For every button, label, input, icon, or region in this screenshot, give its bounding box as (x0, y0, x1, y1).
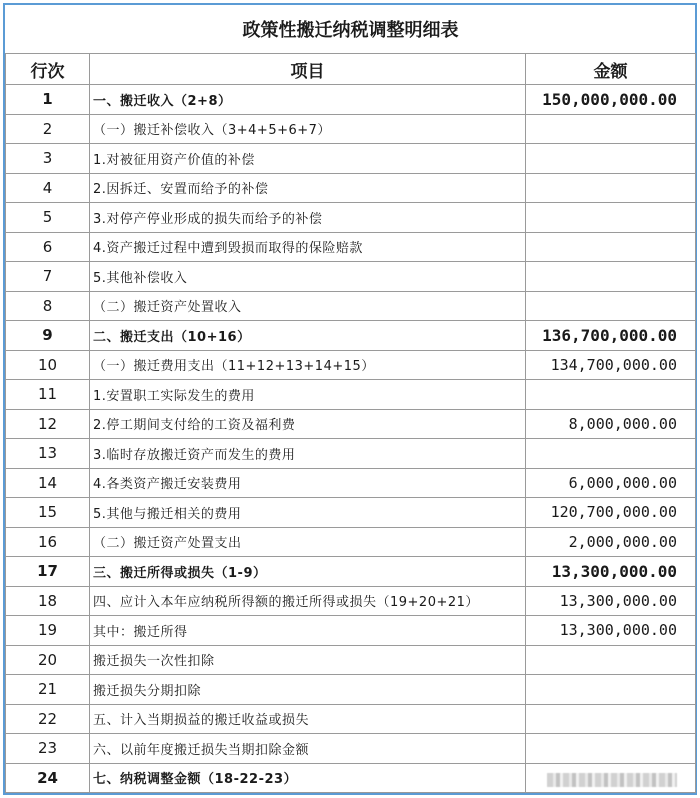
row-number-cell: 4 (6, 173, 90, 203)
header-row (6, 54, 696, 85)
header-amount: 金额 (526, 54, 696, 85)
table-row (6, 380, 696, 410)
item-cell: 2.因拆迁、安置而给予的补偿 (90, 173, 526, 203)
row-number-cell: 11 (6, 380, 90, 410)
amount-cell (526, 675, 696, 705)
table-row (6, 114, 696, 144)
table-row (6, 85, 696, 115)
row-number-cell: 8 (6, 291, 90, 321)
amount-cell (526, 645, 696, 675)
table-row (6, 350, 696, 380)
amount-cell: 120,700,000.00 (526, 498, 696, 528)
table-row (6, 616, 696, 646)
item-cell: 5.其他补偿收入 (90, 262, 526, 292)
amount-cell (526, 232, 696, 262)
amount-cell: 6,000,000.00 (526, 468, 696, 498)
table-row (6, 586, 696, 616)
row-number-cell: 19 (6, 616, 90, 646)
amount-cell: 13,300,000.00 (526, 616, 696, 646)
item-cell: 其中：搬迁所得 (90, 616, 526, 646)
item-cell: 4.资产搬迁过程中遭到毁损而取得的保险赔款 (90, 232, 526, 262)
item-cell: （二）搬迁资产处置支出 (90, 527, 526, 557)
row-number-cell: 7 (6, 262, 90, 292)
row-number-cell: 3 (6, 144, 90, 174)
table-row (6, 321, 696, 351)
amount-cell (526, 704, 696, 734)
table-row (6, 557, 696, 587)
amount-cell (526, 262, 696, 292)
amount-cell: 2,000,000.00 (526, 527, 696, 557)
row-number-cell: 1 (6, 85, 90, 115)
row-number-cell: 24 (6, 763, 90, 793)
row-number-cell: 15 (6, 498, 90, 528)
amount-cell (526, 380, 696, 410)
item-cell: （二）搬迁资产处置收入 (90, 291, 526, 321)
item-cell: 1.对被征用资产价值的补偿 (90, 144, 526, 174)
item-cell: 1.安置职工实际发生的费用 (90, 380, 526, 410)
row-number-cell: 16 (6, 527, 90, 557)
row-number-cell: 21 (6, 675, 90, 705)
amount-cell (526, 734, 696, 764)
row-number-cell: 20 (6, 645, 90, 675)
table-title: 政策性搬迁纳税调整明细表 (6, 5, 696, 54)
item-cell: 四、应计入本年应纳税所得额的搬迁所得或损失（19+20+21） (90, 586, 526, 616)
table-row (6, 645, 696, 675)
item-cell: 五、计入当期损益的搬迁收益或损失 (90, 704, 526, 734)
row-number-cell: 10 (6, 350, 90, 380)
row-number-cell: 2 (6, 114, 90, 144)
amount-cell: 13,300,000.00 (526, 586, 696, 616)
amount-cell: 13,300,000.00 (526, 557, 696, 587)
row-number-cell: 18 (6, 586, 90, 616)
table-row (6, 144, 696, 174)
item-cell: 3.临时存放搬迁资产而发生的费用 (90, 439, 526, 469)
amount-cell: 134,700,000.00 (526, 350, 696, 380)
table-row (6, 734, 696, 764)
amount-cell (526, 144, 696, 174)
table-row (6, 527, 696, 557)
row-number-cell: 5 (6, 203, 90, 233)
item-cell: 5.其他与搬迁相关的费用 (90, 498, 526, 528)
watermark-blur (547, 773, 677, 787)
row-number-cell: 17 (6, 557, 90, 587)
table-row (6, 262, 696, 292)
item-cell: （一）搬迁补偿收入（3+4+5+6+7） (90, 114, 526, 144)
row-number-cell: 12 (6, 409, 90, 439)
item-cell: 4.各类资产搬迁安装费用 (90, 468, 526, 498)
amount-cell (526, 173, 696, 203)
amount-cell: 8,000,000.00 (526, 409, 696, 439)
item-cell: 一、搬迁收入（2+8） (90, 85, 526, 115)
title-row (6, 5, 696, 54)
table-row (6, 468, 696, 498)
item-cell: 三、搬迁所得或损失（1-9） (90, 557, 526, 587)
amount-cell: 150,000,000.00 (526, 85, 696, 115)
item-cell: 3.对停产停业形成的损失而给予的补偿 (90, 203, 526, 233)
table-row (6, 498, 696, 528)
table-row (6, 675, 696, 705)
table-row (6, 203, 696, 233)
document-sheet (3, 3, 697, 795)
row-number-cell: 9 (6, 321, 90, 351)
amount-cell (526, 291, 696, 321)
table-row (6, 291, 696, 321)
row-number-cell: 6 (6, 232, 90, 262)
table-row (6, 704, 696, 734)
table-row (6, 232, 696, 262)
row-number-cell: 22 (6, 704, 90, 734)
item-cell: 搬迁损失一次性扣除 (90, 645, 526, 675)
item-cell: 七、纳税调整金额（18-22-23） (90, 763, 526, 793)
item-cell: 搬迁损失分期扣除 (90, 675, 526, 705)
item-cell: 二、搬迁支出（10+16） (90, 321, 526, 351)
amount-cell: 136,700,000.00 (526, 321, 696, 351)
header-item: 项目 (90, 54, 526, 85)
row-number-cell: 23 (6, 734, 90, 764)
tax-adjustment-table (5, 5, 696, 793)
table-row (6, 409, 696, 439)
table-row (6, 173, 696, 203)
amount-cell (526, 114, 696, 144)
table-row (6, 439, 696, 469)
header-row-number: 行次 (6, 54, 90, 85)
amount-cell (526, 439, 696, 469)
row-number-cell: 13 (6, 439, 90, 469)
item-cell: （一）搬迁费用支出（11+12+13+14+15） (90, 350, 526, 380)
item-cell: 2.停工期间支付给的工资及福利费 (90, 409, 526, 439)
row-number-cell: 14 (6, 468, 90, 498)
amount-cell (526, 203, 696, 233)
item-cell: 六、以前年度搬迁损失当期扣除金额 (90, 734, 526, 764)
